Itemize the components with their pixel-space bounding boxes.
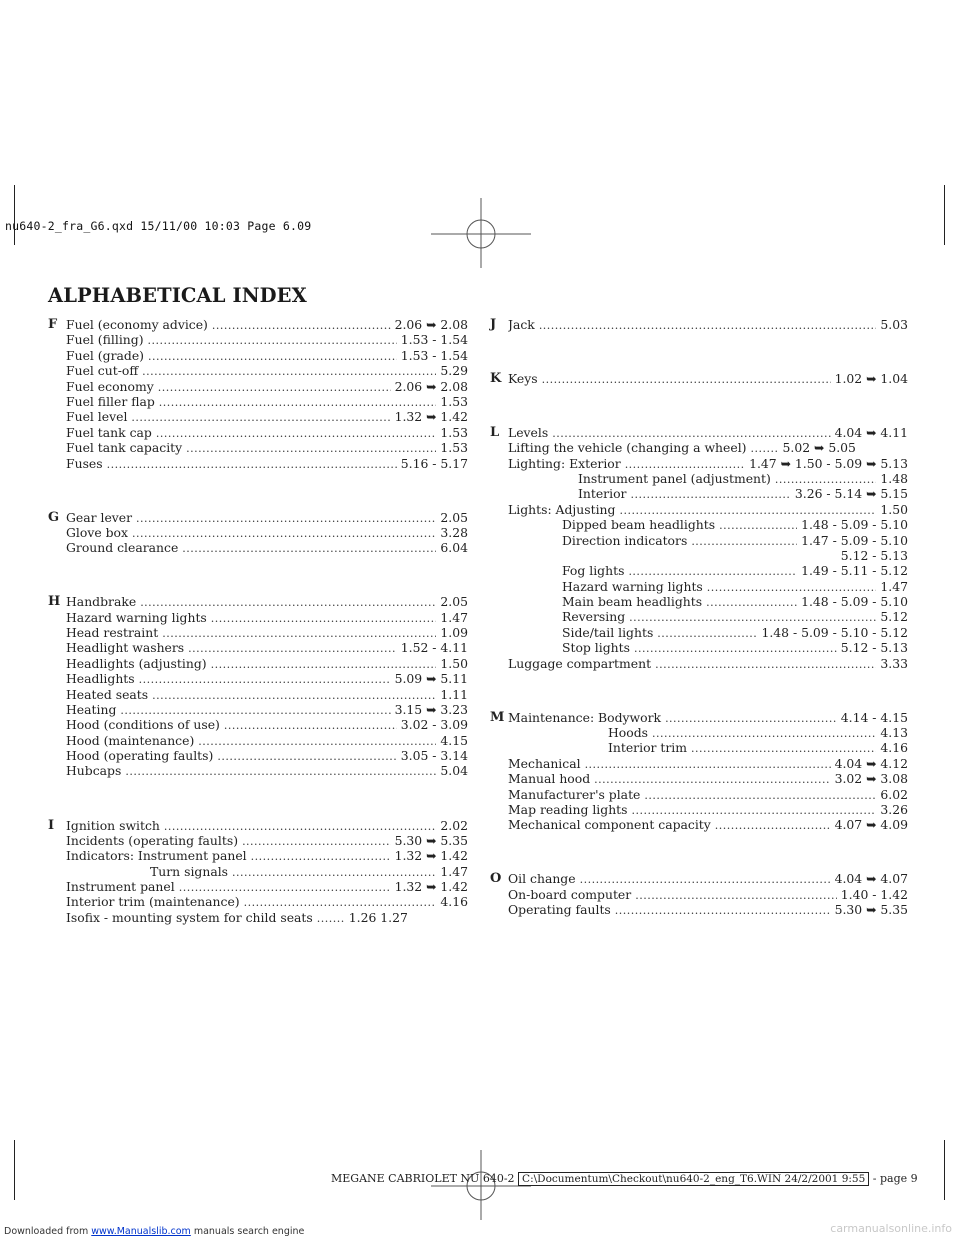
entry-pages: 1.47 ➥ 1.50 - 5.09 ➥ 5.13 [749, 455, 908, 471]
entry-pages: 5.09 ➥ 5.11 [394, 671, 468, 687]
index-entry [66, 748, 468, 763]
dot-leader [775, 472, 877, 486]
index-entry [508, 871, 908, 886]
entry-pages: 1.32 ➥ 1.42 [394, 409, 468, 425]
dot-leader [715, 818, 831, 832]
crop-mark-top-left [14, 185, 15, 245]
entry-label: Fuel filler flap [66, 393, 155, 409]
index-entry [66, 332, 468, 347]
index-entry [508, 756, 908, 771]
entry-pages: 6.02 [880, 786, 908, 802]
entry-pages: 2.05 [440, 509, 468, 525]
entry-label: Headlights (adjusting) [66, 655, 207, 671]
dot-leader [152, 688, 436, 702]
dot-leader [120, 703, 390, 717]
entry-pages: 5.30 ➥ 5.35 [394, 832, 468, 848]
dot-leader [751, 441, 779, 455]
entry-label: Stop lights [562, 640, 630, 656]
index-group-m [490, 710, 908, 833]
entry-pages: 1.48 - 5.09 - 5.10 [801, 517, 908, 533]
dot-leader [634, 641, 837, 655]
entry-label: Oil change [508, 871, 576, 887]
index-entry [66, 440, 468, 455]
index-entry [66, 640, 468, 655]
dot-leader [186, 441, 436, 455]
dot-leader [224, 718, 397, 732]
dot-leader [657, 626, 757, 640]
entry-pages: 5.12 [880, 609, 908, 625]
dot-leader [182, 541, 436, 555]
dot-leader [719, 518, 797, 532]
watermark: carmanualsonline.info [830, 1222, 952, 1235]
download-prefix: Downloaded from [4, 1226, 89, 1237]
entry-pages: 1.53 - 1.54 [400, 347, 468, 363]
index-entry [508, 710, 908, 725]
footer-path: C:\Documentum\Checkout\nu640-2_eng_T6.WIN 24/2/2001 9:55 [518, 1172, 869, 1186]
dot-leader [211, 657, 437, 671]
index-entry [66, 610, 468, 625]
entry-label: Headlight washers [66, 640, 185, 656]
index-letter: G [48, 509, 60, 525]
dot-leader [707, 580, 877, 594]
print-slug: nu640-2_fra_G6.qxd 15/11/00 10:03 Page 6.09 [5, 219, 312, 233]
entry-label: Reversing [562, 609, 626, 625]
dot-leader [140, 595, 436, 609]
index-entry [508, 771, 908, 786]
index-entry [66, 894, 468, 909]
entry-pages: 4.13 [880, 725, 908, 741]
index-entry [508, 471, 908, 486]
index-entry [508, 579, 908, 594]
entry-pages: 1.32 ➥ 1.42 [394, 848, 468, 864]
entry-label: Operating faults [508, 902, 611, 918]
index-group-j [490, 317, 908, 332]
entry-pages: 4.07 ➥ 4.09 [834, 817, 908, 833]
index-entry [66, 625, 468, 640]
index-entry [66, 363, 468, 378]
manualslib-link[interactable]: www.Manualslib.com [91, 1226, 191, 1237]
entry-pages: 2.06 ➥ 2.08 [394, 378, 468, 394]
entry-label: Hoods [608, 725, 649, 741]
index-entry [66, 717, 468, 732]
entry-label: Manual hood [508, 771, 591, 787]
registration-mark-top [431, 198, 531, 268]
index-entry [508, 371, 908, 386]
index-group-h [48, 594, 468, 779]
entry-pages: 6.04 [440, 540, 468, 556]
dot-leader [619, 503, 876, 517]
index-letter: M [490, 709, 505, 725]
entry-pages: 4.16 [440, 894, 468, 910]
entry-pages: 1.09 [440, 624, 468, 640]
entry-pages: 1.52 - 4.11 [400, 640, 468, 656]
index-letter: O [490, 871, 502, 887]
entry-pages: 1.47 [880, 578, 908, 594]
dot-leader [148, 333, 397, 347]
entry-pages: 5.02 ➥ 5.05 [782, 440, 856, 456]
entry-pages: 4.14 - 4.15 [840, 709, 908, 725]
index-entry [66, 671, 468, 686]
entry-pages: 1.02 ➥ 1.04 [834, 370, 908, 386]
dot-leader [552, 426, 830, 440]
footer-model: MEGANE CABRIOLET NU 640-2 [331, 1172, 515, 1185]
entry-label: Interior trim (maintenance) [66, 894, 240, 910]
dot-leader [644, 788, 876, 802]
entry-label: Lighting: Exterior [508, 455, 621, 471]
entry-pages: 1.26 1.27 [348, 909, 408, 925]
entry-label: Glove box [66, 524, 128, 540]
index-letter: F [48, 317, 58, 332]
dot-leader [232, 865, 436, 879]
entry-pages: 2.06 ➥ 2.08 [394, 317, 468, 332]
dot-leader [148, 349, 397, 363]
registration-mark-bottom [431, 1150, 531, 1220]
index-entry [66, 379, 468, 394]
entry-pages: 1.48 [880, 470, 908, 486]
index-entry [508, 517, 908, 532]
dot-leader [242, 834, 391, 848]
index-entry [508, 887, 908, 902]
entry-pages: 3.15 ➥ 3.23 [394, 701, 468, 717]
index-letter: I [48, 817, 55, 833]
entry-pages: 3.05 - 3.14 [400, 748, 468, 764]
index-entry [508, 502, 908, 517]
entry-label: Fuel tank capacity [66, 440, 183, 456]
index-entry [66, 818, 468, 833]
entry-label: Handbrake [66, 594, 137, 610]
entry-label: Headlights [66, 671, 135, 687]
index-entry [508, 817, 908, 832]
entry-pages: 3.02 - 3.09 [400, 717, 468, 733]
dot-leader [164, 819, 436, 833]
dot-leader [628, 564, 797, 578]
index-entry [508, 440, 908, 455]
entry-label: Interior trim [608, 740, 688, 756]
index-letter: L [490, 424, 500, 440]
entry-pages: 5.03 [880, 317, 908, 332]
page-footer [331, 1172, 918, 1185]
dot-leader [665, 711, 837, 725]
entry-pages: 1.40 - 1.42 [840, 886, 908, 902]
entry-pages: 1.11 [440, 686, 468, 702]
dot-leader [107, 457, 397, 471]
index-entry [508, 902, 908, 917]
entry-label: Fuel (grade) [66, 347, 144, 363]
dot-leader [139, 672, 391, 686]
index-entry [66, 687, 468, 702]
entry-label: Isofix - mounting system for child seats [66, 909, 313, 925]
index-letter: J [490, 317, 497, 332]
dot-leader [542, 372, 831, 386]
dot-leader [136, 511, 436, 525]
dot-leader [706, 595, 797, 609]
index-letter: K [490, 370, 502, 386]
index-entry [66, 409, 468, 424]
index-entry [66, 540, 468, 555]
entry-label: Luggage compartment [508, 655, 652, 671]
entry-label: Fuses [66, 455, 103, 471]
entry-pages: 5.29 [440, 363, 468, 379]
index-entry [66, 733, 468, 748]
index-entry [508, 640, 908, 655]
index-entry [66, 348, 468, 363]
entry-pages: 1.53 [440, 440, 468, 456]
entry-pages: 3.26 - 5.14 ➥ 5.15 [794, 486, 908, 502]
entry-pages: 2.02 [440, 817, 468, 833]
index-entry [508, 563, 908, 578]
entry-pages: 1.48 - 5.09 - 5.10 [801, 594, 908, 610]
index-group-i [48, 818, 468, 926]
dot-leader [217, 749, 396, 763]
index-entry [66, 394, 468, 409]
entry-label: Hubcaps [66, 763, 122, 779]
dot-leader [142, 364, 436, 378]
index-entry [508, 533, 908, 548]
dot-leader [580, 872, 831, 886]
index-letter: H [48, 594, 61, 610]
entry-label: Hazard warning lights [562, 578, 703, 594]
entry-label: Gear lever [66, 509, 133, 525]
entry-pages: 1.50 [880, 501, 908, 517]
index-entry [66, 594, 468, 609]
entry-pages: 4.04 ➥ 4.12 [834, 755, 908, 771]
entry-label: Heating [66, 701, 117, 717]
index-entry [66, 864, 468, 879]
entry-label: Jack [508, 317, 535, 332]
entry-pages: 2.05 [440, 594, 468, 610]
crop-mark-bottom-left [14, 1140, 15, 1200]
index-entry [66, 763, 468, 778]
entry-pages: 1.49 - 5.11 - 5.12 [801, 563, 908, 579]
entry-pages: 1.47 - 5.09 - 5.10 [801, 532, 908, 548]
entry-label: Indicators: Instrument panel [66, 848, 247, 864]
entry-label: Hood (operating faults) [66, 748, 214, 764]
dot-leader [630, 487, 790, 501]
entry-pages: 5.04 [440, 763, 468, 779]
entry-label: Map reading lights [508, 802, 628, 818]
entry-pages: 1.48 - 5.09 - 5.10 - 5.12 [761, 624, 908, 640]
index-entry [508, 787, 908, 802]
dot-leader [632, 803, 877, 817]
dot-leader [198, 734, 436, 748]
dot-leader [251, 849, 391, 863]
dot-leader [594, 772, 830, 786]
entry-label: Heated seats [66, 686, 149, 702]
index-entry [66, 833, 468, 848]
entry-label: Ground clearance [66, 540, 179, 556]
entry-pages: 1.47 [440, 609, 468, 625]
index-entry [508, 425, 908, 440]
entry-label: Mechanical component capacity [508, 817, 711, 833]
dot-leader [691, 534, 797, 548]
index-entry [66, 425, 468, 440]
entry-pages: 1.53 [440, 393, 468, 409]
dot-leader [652, 726, 876, 740]
dot-leader [635, 888, 837, 902]
index-group-g [48, 510, 468, 556]
crop-mark-bottom-right [944, 1140, 945, 1200]
index-group-o [490, 871, 908, 917]
entry-label: Interior [578, 486, 627, 502]
entry-label: Fuel (economy advice) [66, 317, 208, 332]
entry-label: Hazard warning lights [66, 609, 207, 625]
dot-leader [317, 911, 345, 925]
index-entry [66, 456, 468, 471]
dot-leader [162, 626, 436, 640]
entry-pages: 1.32 ➥ 1.42 [394, 879, 468, 895]
entry-label: Maintenance: Bodywork [508, 709, 662, 725]
index-entry [66, 848, 468, 863]
download-notice [4, 1226, 304, 1237]
index-entry [508, 317, 908, 332]
dot-leader [159, 395, 437, 409]
index-entry [66, 879, 468, 894]
entry-label: Fuel tank cap [66, 424, 152, 440]
entry-label: Levels [508, 424, 549, 440]
entry-label: Hood (maintenance) [66, 732, 195, 748]
dot-leader [132, 526, 436, 540]
entry-label: Fuel level [66, 409, 128, 425]
dot-leader [691, 741, 876, 755]
index-entry [66, 910, 468, 925]
index-entry [66, 525, 468, 540]
entry-pages: 5.30 ➥ 5.35 [834, 902, 908, 918]
entry-label: On-board computer [508, 886, 632, 902]
dot-leader [158, 380, 391, 394]
entry-label: Manufacturer's plate [508, 786, 641, 802]
index-entry [508, 456, 908, 471]
entry-pages: 1.50 [440, 655, 468, 671]
entry-label: Instrument panel [66, 879, 175, 895]
dot-leader [655, 657, 876, 671]
entry-pages: 4.16 [880, 740, 908, 756]
entry-label: Fuel cut-off [66, 363, 139, 379]
index-entry [66, 702, 468, 717]
index-entry [508, 486, 908, 501]
entry-pages: 1.53 - 1.54 [400, 332, 468, 348]
dot-leader [156, 426, 437, 440]
entry-label: Main beam headlights [562, 594, 703, 610]
entry-pages: 4.04 ➥ 4.11 [834, 424, 908, 440]
entry-pages: 3.33 [880, 655, 908, 671]
entry-label: Ignition switch [66, 817, 160, 833]
entry-label: Head restraint [66, 624, 159, 640]
index-entry [66, 317, 468, 332]
entry-label: Lifting the vehicle (changing a wheel) [508, 440, 747, 456]
index-entry-continuation: 5.12 - 5.13 [840, 547, 908, 563]
index-entry [508, 725, 908, 740]
dot-leader [585, 757, 831, 771]
dot-leader [625, 457, 745, 471]
entry-label: Lights: Adjusting [508, 501, 616, 517]
index-group-l [490, 425, 908, 671]
entry-pages: 3.26 [880, 802, 908, 818]
entry-label: Fuel economy [66, 378, 154, 394]
index-entry [508, 656, 908, 671]
entry-label: Incidents (operating faults) [66, 832, 239, 848]
entry-label: Side/tail lights [562, 624, 654, 640]
entry-pages: 3.28 [440, 524, 468, 540]
entry-pages: 1.53 [440, 424, 468, 440]
entry-pages: 5.16 - 5.17 [400, 455, 468, 471]
dot-leader [211, 611, 437, 625]
index-entry [508, 594, 908, 609]
dot-leader [179, 880, 391, 894]
download-suffix: manuals search engine [190, 1226, 305, 1237]
dot-leader [615, 903, 831, 917]
dot-leader [539, 318, 877, 332]
dot-leader [131, 410, 390, 424]
entry-label: Keys [508, 370, 538, 386]
page-title: ALPHABETICAL INDEX [48, 284, 307, 307]
index-entry [66, 656, 468, 671]
entry-pages: 4.15 [440, 732, 468, 748]
entry-label: Mechanical [508, 755, 581, 771]
dot-leader [212, 318, 391, 332]
dot-leader [629, 610, 876, 624]
index-entry [508, 802, 908, 817]
entry-label: Instrument panel (adjustment) [578, 470, 771, 486]
dot-leader [244, 895, 437, 909]
index-group-f [48, 317, 468, 471]
index-entry [508, 740, 908, 755]
entry-label: Direction indicators [562, 532, 688, 548]
index-entry [508, 625, 908, 640]
entry-pages: 1.47 [440, 863, 468, 879]
index-group-k [490, 371, 908, 386]
entry-pages: 4.04 ➥ 4.07 [834, 871, 908, 887]
entry-label: Turn signals [150, 863, 229, 879]
entry-label: Hood (conditions of use) [66, 717, 220, 733]
dot-leader [188, 641, 397, 655]
index-entry [66, 510, 468, 525]
crop-mark-top-right [944, 185, 945, 245]
dot-leader [125, 764, 436, 778]
footer-page: - page 9 [872, 1172, 918, 1185]
entry-label: Fuel (filling) [66, 332, 144, 348]
index-entry [508, 609, 908, 624]
entry-label: Dipped beam headlights [562, 517, 716, 533]
entry-pages: 5.12 - 5.13 [840, 640, 908, 656]
entry-pages: 3.02 ➥ 3.08 [834, 771, 908, 787]
entry-label: Fog lights [562, 563, 625, 579]
